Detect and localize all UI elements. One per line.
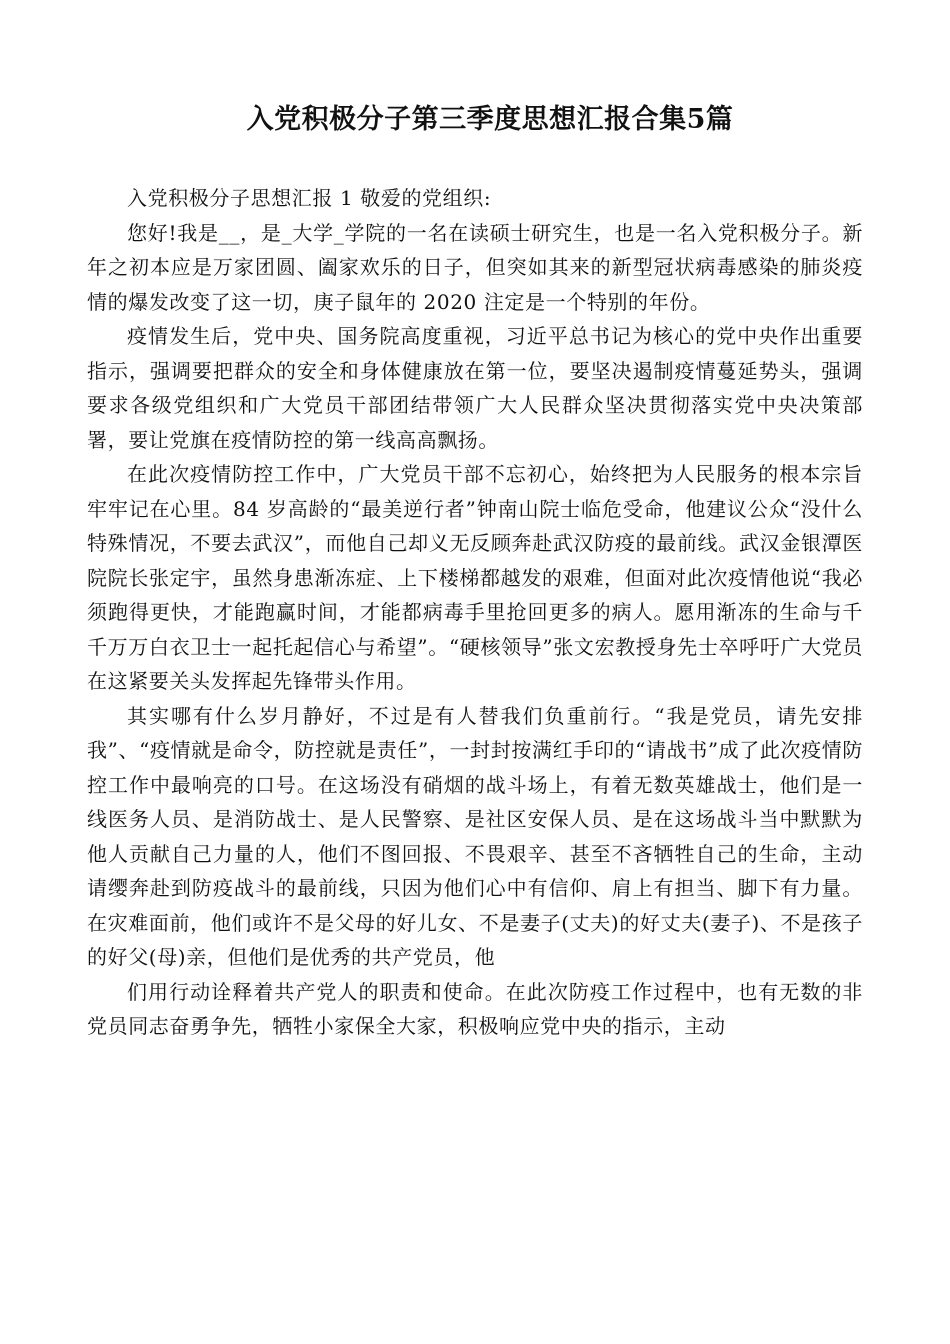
paragraph-5: 们用行动诠释着共产党人的职责和使命。在此次防疫工作过程中，也有无数的非党员同志奋勇争先，牺牲小家保全大家，积极响应党中央的指示，主动 <box>87 979 863 1038</box>
intro-line: 入党积极分子思想汇报 1 敬爱的党组织: <box>127 186 492 210</box>
paragraph-3: 在此次疫情防控工作中，广大党员干部不忘初心，始终把为人民服务的根本宗旨牢牢记在心里。84 岁高龄的“最美逆行者”钟南山院士临危受命，他建议公众“没什么特殊情况，不要去武汉”，而他自己却义无反顾奔赴武汉防疫的最前线。武汉金银潭医院院长张定宇，虽然身患渐冻症、上下楼梯都越发的艰难，但面对此次疫情他说“我必须跑得更快，才能跑赢时间，才能都病毒手里抢回更多的病人。愿用渐冻的生命与千千万万白衣卫士一起托起信心与希望”。“硬核领导”张文宏教授身先士卒呼吁广大党员在这紧要关头发挥起先锋带头作用。 <box>87 462 863 693</box>
paragraph-2: 疫情发生后，党中央、国务院高度重视，习近平总书记为核心的党中央作出重要指示，强调要把群众的安全和身体健康放在第一位，要坚决遏制疫情蔓延势头，强调要求各级党组织和广大党员干部团结带领广大人民群众坚决贯彻落实党中央决策部署，要让党旗在疫情防控的第一线高高飘扬。 <box>87 324 863 452</box>
document-title: 入党积极分子第三季度思想汇报合集5篇 <box>246 104 734 135</box>
document-page <box>87 0 863 1044</box>
paragraph-4: 其实哪有什么岁月静好，不过是有人替我们负重前行。“我是党员，请先安排我”、“疫情就是命令，防控就是责任”，一封封按满红手印的“请战书”成了此次疫情防控工作中最响亮的口号。在这场没有硝烟的战斗场上，有着无数英雄战士，他们是一线医务人员、是消防战士、是人民警察、是社区安保人员、是在这场战斗当中默默为他人贡献自己力量的人，他们不图回报、不畏艰辛、甚至不吝牺牲自己的生命，主动请缨奔赴到防疫战斗的最前线，只因为他们心中有信仰、肩上有担当、脚下有力量。在灾难面前，他们或许不是父母的好儿女、不是妻子(丈夫)的好丈夫(妻子)、不是孩子的好父(母)亲，但他们是优秀的共产党员，他 <box>87 703 863 969</box>
paragraph-1: 您好!我是__，是_大学_学院的一名在读硕士研究生，也是一名入党积极分子。新年之初本应是万家团圆、阖家欢乐的日子，但突如其来的新型冠状病毒感染的肺炎疫情的爆发改变了这一切，庚子鼠年的 2020 注定是一个特别的年份。 <box>87 220 863 314</box>
